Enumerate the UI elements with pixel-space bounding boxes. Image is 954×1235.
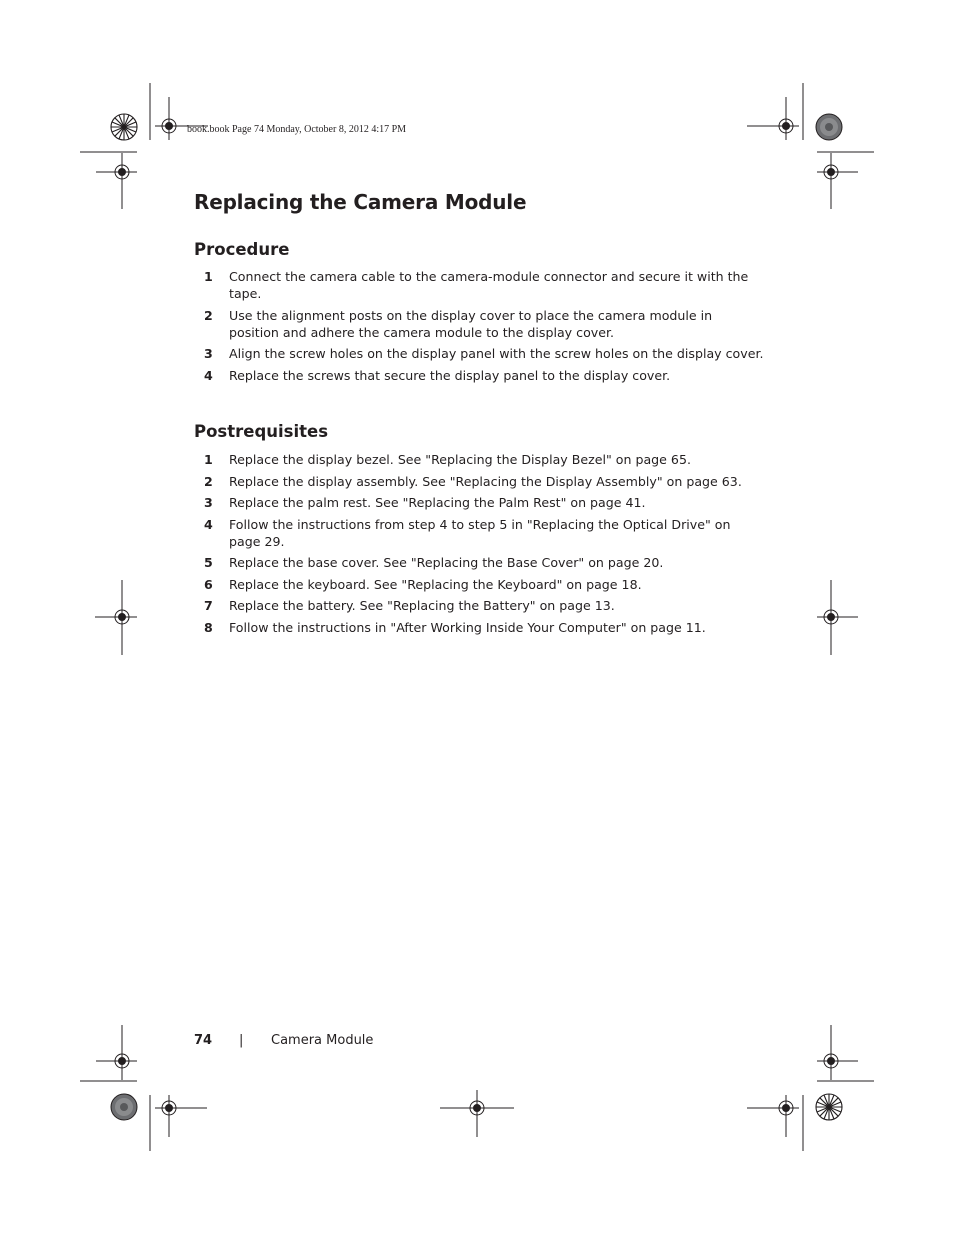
postrequisite-step bbox=[194, 576, 764, 593]
step-text: Align the screw holes on the display panel with the screw holes on the display cover. bbox=[229, 346, 764, 361]
step-number: 4 bbox=[204, 367, 213, 383]
step-text: Connect the camera cable to the camera-module connector and secure it with the tape. bbox=[229, 269, 749, 301]
step-number: 1 bbox=[204, 269, 213, 284]
step-text: Replace the battery. See "Replacing the Battery" on page 13. bbox=[229, 598, 615, 613]
step-number: 1 bbox=[204, 452, 213, 467]
step-number: 8 bbox=[204, 619, 213, 635]
footer-separator: | bbox=[239, 1033, 244, 1048]
procedure-heading: Procedure bbox=[194, 240, 290, 259]
procedure-step bbox=[194, 367, 764, 384]
postrequisite-step bbox=[194, 619, 764, 636]
step-number: 2 bbox=[204, 307, 213, 323]
procedure-steps bbox=[194, 268, 764, 384]
step-text: Replace the display bezel. See "Replacing the Display Bezel" on page 65. bbox=[229, 452, 691, 467]
footer-section-label: Camera Module bbox=[271, 1033, 374, 1048]
procedure-step bbox=[194, 307, 764, 341]
step-number: 6 bbox=[204, 576, 213, 592]
postrequisites-steps bbox=[194, 451, 764, 636]
postrequisite-step bbox=[194, 597, 764, 614]
step-text: Follow the instructions in "After Working Inside Your Computer" on page 11. bbox=[229, 619, 706, 635]
step-number: 5 bbox=[204, 555, 213, 570]
step-number: 3 bbox=[204, 495, 213, 510]
step-number: 2 bbox=[204, 473, 213, 489]
postrequisite-step bbox=[194, 451, 764, 468]
postrequisite-step bbox=[194, 554, 764, 571]
print-slug: book.book Page 74 Monday, October 8, 2012 4:17 PM bbox=[187, 124, 407, 135]
step-text: Replace the screws that secure the display panel to the display cover. bbox=[229, 367, 671, 383]
postrequisite-step bbox=[194, 473, 764, 490]
page-title: Replacing the Camera Module bbox=[194, 190, 527, 214]
step-text: Replace the display assembly. See "Replacing the Display Assembly" on page 63. bbox=[229, 473, 742, 489]
procedure-step bbox=[194, 268, 764, 302]
page-number: 74 bbox=[194, 1033, 213, 1048]
step-text: Replace the palm rest. See "Replacing the Palm Rest" on page 41. bbox=[229, 495, 646, 510]
step-text: Replace the base cover. See "Replacing the Base Cover" on page 20. bbox=[229, 555, 664, 570]
step-text: Use the alignment posts on the display cover to place the camera module in position and adhere the camera module to the display cover. bbox=[229, 307, 713, 340]
postrequisites-heading: Postrequisites bbox=[194, 422, 329, 441]
step-text: Follow the instructions from step 4 to step 5 in "Replacing the Optical Drive" on page 29. bbox=[229, 516, 731, 549]
step-number: 3 bbox=[204, 346, 213, 361]
postrequisite-step bbox=[194, 494, 764, 511]
postrequisite-step bbox=[194, 516, 764, 550]
step-text: Replace the keyboard. See "Replacing the Keyboard" on page 18. bbox=[229, 576, 642, 592]
step-number: 4 bbox=[204, 516, 213, 532]
step-number: 7 bbox=[204, 598, 213, 613]
procedure-step bbox=[194, 345, 764, 362]
